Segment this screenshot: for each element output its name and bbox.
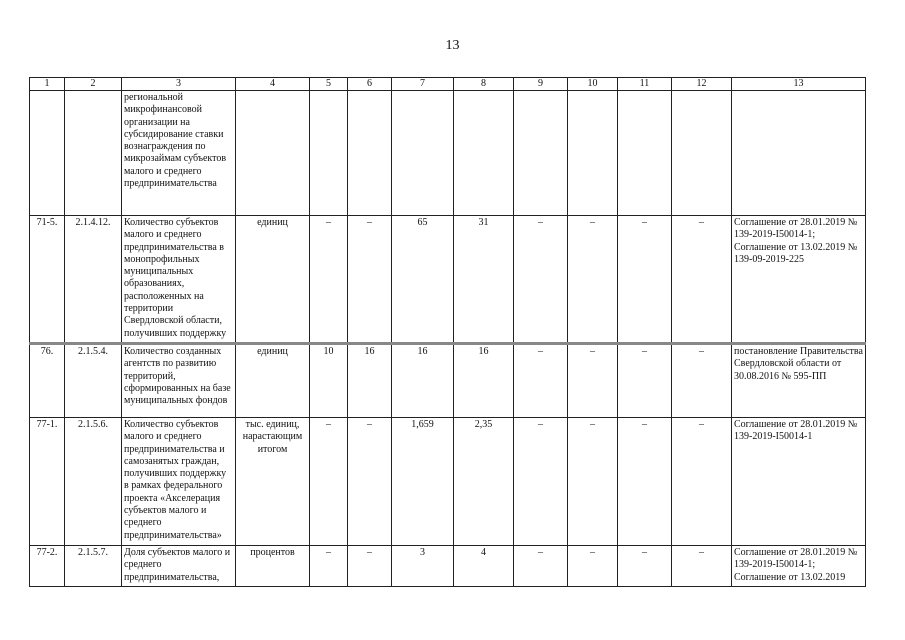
unit: процентов (236, 546, 310, 587)
column-header: 2 (65, 78, 122, 91)
column-header: 7 (392, 78, 454, 91)
value-cell: – (672, 216, 732, 344)
column-header: 11 (618, 78, 672, 91)
value-cell: – (568, 546, 618, 587)
value-cell: – (348, 546, 392, 587)
indicator-code: 2.1.5.7. (65, 546, 122, 587)
value-cell: – (672, 418, 732, 546)
column-header: 5 (310, 78, 348, 91)
column-header: 12 (672, 78, 732, 91)
column-header: 9 (514, 78, 568, 91)
value-cell: 4 (454, 546, 514, 587)
indicator-name: Доля субъектов малого и среднего предпринимательства, (122, 546, 236, 587)
value-cell: – (568, 344, 618, 418)
value-cell: 16 (348, 344, 392, 418)
value-cell: 31 (454, 216, 514, 344)
value-cell (618, 91, 672, 216)
value-cell (672, 91, 732, 216)
header-row (30, 78, 866, 91)
value-cell (514, 91, 568, 216)
indicator-name: Количество субъектов малого и среднего предпринимательства и самозанятых граждан, получивших поддержку в рамках федерального проекта «Акселерация субъектов малого и среднего предпринимательства» (122, 418, 236, 546)
row-number: 77-2. (30, 546, 65, 587)
value-cell (392, 91, 454, 216)
value-cell: – (672, 546, 732, 587)
value-cell: 1,659 (392, 418, 454, 546)
row-number (30, 91, 65, 216)
value-cell: 10 (310, 344, 348, 418)
table-row (30, 344, 866, 418)
value-cell: 16 (392, 344, 454, 418)
indicator-code (65, 91, 122, 216)
value-cell: – (348, 418, 392, 546)
value-cell: – (618, 546, 672, 587)
source-document: постановление Правительства Свердловской области от 30.08.2016 № 595-ПП (732, 344, 866, 418)
indicator-name: Количество субъектов малого и среднего предпринимательства в монопрофильных муниципальных образованиях, расположенных на территории Свердловской области, получивших поддержку (122, 216, 236, 344)
source-document: Соглашение от 28.01.2019 № 139-2019-I50014-1; Соглашение от 13.02.2019 (732, 546, 866, 587)
table-row (30, 546, 866, 587)
indicator-code: 2.1.5.6. (65, 418, 122, 546)
unit: единиц (236, 344, 310, 418)
column-header: 13 (732, 78, 866, 91)
value-cell: 16 (454, 344, 514, 418)
value-cell: – (514, 216, 568, 344)
column-header: 8 (454, 78, 514, 91)
source-document (732, 91, 866, 216)
table-row (30, 418, 866, 546)
value-cell: 2,35 (454, 418, 514, 546)
table-row (30, 91, 866, 216)
row-number: 77-1. (30, 418, 65, 546)
table-row (30, 216, 866, 344)
column-header: 1 (30, 78, 65, 91)
value-cell: – (348, 216, 392, 344)
value-cell: – (618, 418, 672, 546)
value-cell: – (310, 546, 348, 587)
column-header: 6 (348, 78, 392, 91)
indicator-name: региональной микрофинансовой организации на субсидирование ставки вознаграждения по микрозаймам субъектов малого и среднего предпринимательства (122, 91, 236, 216)
indicator-code: 2.1.4.12. (65, 216, 122, 344)
value-cell (348, 91, 392, 216)
indicators-table (29, 77, 866, 587)
value-cell: 3 (392, 546, 454, 587)
column-header: 4 (236, 78, 310, 91)
value-cell: – (514, 546, 568, 587)
source-document: Соглашение от 28.01.2019 № 139-2019-I50014-1 (732, 418, 866, 546)
value-cell: – (568, 216, 618, 344)
value-cell: – (618, 216, 672, 344)
value-cell: – (310, 216, 348, 344)
row-number: 71-5. (30, 216, 65, 344)
value-cell: – (514, 418, 568, 546)
indicator-code: 2.1.5.4. (65, 344, 122, 418)
page-number: 13 (445, 38, 460, 53)
indicator-name: Количество созданных агентств по развитию территорий, сформированных на базе муниципальных фондов (122, 344, 236, 418)
row-number: 76. (30, 344, 65, 418)
value-cell: – (568, 418, 618, 546)
value-cell (454, 91, 514, 216)
value-cell: – (514, 344, 568, 418)
source-document: Соглашение от 28.01.2019 № 139-2019-I50014-1; Соглашение от 13.02.2019 № 139-09-2019-225 (732, 216, 866, 344)
unit: тыс. единиц, нарастающим итогом (236, 418, 310, 546)
value-cell: – (618, 344, 672, 418)
column-header: 10 (568, 78, 618, 91)
value-cell (568, 91, 618, 216)
value-cell: – (310, 418, 348, 546)
unit (236, 91, 310, 216)
unit: единиц (236, 216, 310, 344)
value-cell: 65 (392, 216, 454, 344)
value-cell: – (672, 344, 732, 418)
value-cell (310, 91, 348, 216)
column-header: 3 (122, 78, 236, 91)
